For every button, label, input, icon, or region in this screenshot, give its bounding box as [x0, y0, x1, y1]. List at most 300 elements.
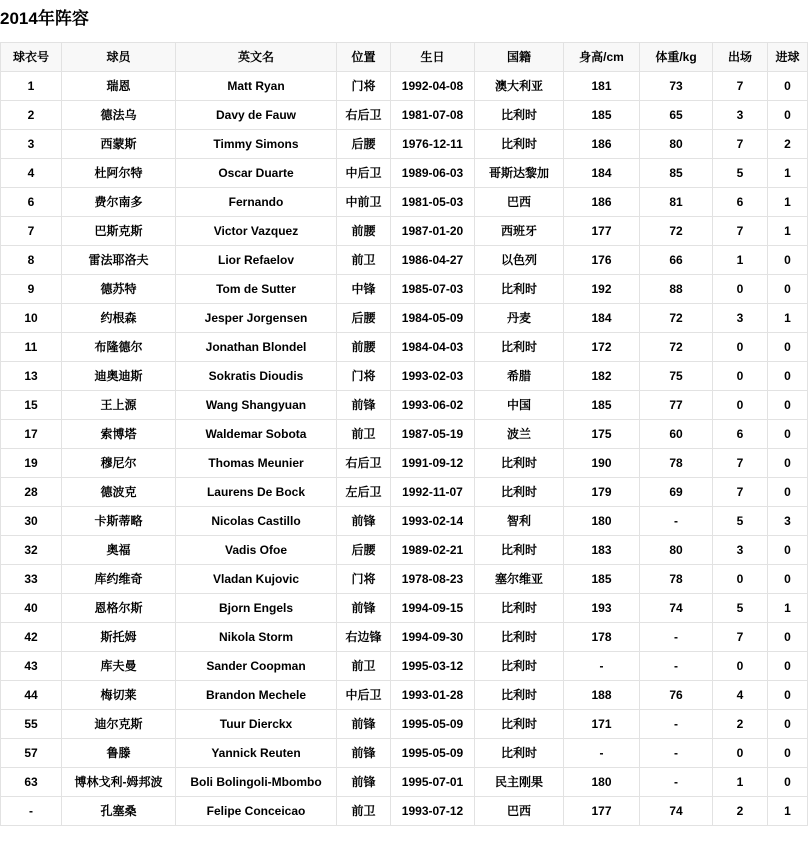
cell-height: -	[564, 738, 640, 767]
player-row	[1, 100, 808, 129]
cell-player-name: 梅切莱	[62, 680, 176, 709]
cell-player-name: 约根森	[62, 303, 176, 332]
cell-goals: 0	[768, 680, 808, 709]
player-row	[1, 448, 808, 477]
player-row	[1, 738, 808, 767]
cell-weight: 66	[640, 245, 713, 274]
cell-player-name: 德苏特	[62, 274, 176, 303]
cell-english-name: Victor Vazquez	[176, 216, 337, 245]
cell-nationality: 巴西	[475, 187, 564, 216]
cell-nationality: 波兰	[475, 419, 564, 448]
cell-weight: 76	[640, 680, 713, 709]
cell-nationality: 巴西	[475, 796, 564, 825]
cell-height: 171	[564, 709, 640, 738]
player-row	[1, 767, 808, 796]
cell-nationality: 民主刚果	[475, 767, 564, 796]
cell-position: 门将	[337, 361, 391, 390]
cell-jersey-number: 57	[1, 738, 62, 767]
cell-jersey-number: 40	[1, 593, 62, 622]
cell-goals: 0	[768, 651, 808, 680]
cell-nationality: 比利时	[475, 593, 564, 622]
cell-birthday: 1989-02-21	[391, 535, 475, 564]
cell-appearances: 6	[713, 187, 768, 216]
cell-player-name: 西蒙斯	[62, 129, 176, 158]
cell-height: 185	[564, 100, 640, 129]
cell-appearances: 0	[713, 274, 768, 303]
cell-birthday: 1994-09-15	[391, 593, 475, 622]
cell-position: 门将	[337, 71, 391, 100]
cell-birthday: 1981-07-08	[391, 100, 475, 129]
cell-birthday: 1987-05-19	[391, 419, 475, 448]
player-row	[1, 361, 808, 390]
cell-position: 前卫	[337, 651, 391, 680]
player-row	[1, 564, 808, 593]
page-title: 2014年阵容	[0, 9, 89, 28]
cell-position: 中前卫	[337, 187, 391, 216]
cell-weight: 81	[640, 187, 713, 216]
squad-table	[0, 42, 808, 826]
cell-nationality: 塞尔维亚	[475, 564, 564, 593]
cell-height: 190	[564, 448, 640, 477]
cell-goals: 0	[768, 71, 808, 100]
cell-player-name: 恩格尔斯	[62, 593, 176, 622]
cell-weight: 85	[640, 158, 713, 187]
cell-jersey-number: 4	[1, 158, 62, 187]
cell-appearances: 7	[713, 71, 768, 100]
cell-goals: 0	[768, 767, 808, 796]
cell-nationality: 丹麦	[475, 303, 564, 332]
cell-english-name: Sander Coopman	[176, 651, 337, 680]
cell-english-name: Tuur Dierckx	[176, 709, 337, 738]
col-header-goals: 进球	[768, 42, 808, 71]
cell-english-name: Wang Shangyuan	[176, 390, 337, 419]
cell-birthday: 1989-06-03	[391, 158, 475, 187]
cell-english-name: Laurens De Bock	[176, 477, 337, 506]
cell-english-name: Boli Bolingoli-Mbombo	[176, 767, 337, 796]
cell-height: 176	[564, 245, 640, 274]
cell-weight: 80	[640, 129, 713, 158]
player-row	[1, 187, 808, 216]
cell-height: 177	[564, 796, 640, 825]
cell-player-name: 雷法耶洛夫	[62, 245, 176, 274]
cell-nationality: 比利时	[475, 738, 564, 767]
col-header-birthday: 生日	[391, 42, 475, 71]
cell-goals: 0	[768, 535, 808, 564]
cell-weight: -	[640, 651, 713, 680]
cell-jersey-number: 55	[1, 709, 62, 738]
cell-height: 181	[564, 71, 640, 100]
cell-player-name: 杜阿尔特	[62, 158, 176, 187]
cell-player-name: 孔塞桑	[62, 796, 176, 825]
cell-position: 前锋	[337, 709, 391, 738]
cell-nationality: 澳大利亚	[475, 71, 564, 100]
cell-position: 右边锋	[337, 622, 391, 651]
cell-birthday: 1993-06-02	[391, 390, 475, 419]
cell-weight: 72	[640, 303, 713, 332]
cell-birthday: 1987-01-20	[391, 216, 475, 245]
cell-jersey-number: 6	[1, 187, 62, 216]
cell-player-name: 布隆德尔	[62, 332, 176, 361]
player-row	[1, 506, 808, 535]
cell-weight: 88	[640, 274, 713, 303]
cell-appearances: 7	[713, 216, 768, 245]
cell-nationality: 比利时	[475, 535, 564, 564]
cell-goals: 1	[768, 187, 808, 216]
cell-appearances: 0	[713, 390, 768, 419]
cell-height: 186	[564, 187, 640, 216]
cell-weight: 78	[640, 564, 713, 593]
cell-player-name: 巴斯克斯	[62, 216, 176, 245]
cell-position: 后腰	[337, 129, 391, 158]
cell-english-name: Matt Ryan	[176, 71, 337, 100]
cell-english-name: Vladan Kujovic	[176, 564, 337, 593]
cell-height: -	[564, 651, 640, 680]
squad-page	[0, 9, 800, 826]
cell-english-name: Vadis Ofoe	[176, 535, 337, 564]
cell-birthday: 1994-09-30	[391, 622, 475, 651]
cell-appearances: 0	[713, 361, 768, 390]
cell-weight: -	[640, 767, 713, 796]
cell-position: 前锋	[337, 506, 391, 535]
cell-goals: 2	[768, 129, 808, 158]
cell-goals: 1	[768, 796, 808, 825]
cell-height: 185	[564, 564, 640, 593]
cell-jersey-number: 33	[1, 564, 62, 593]
cell-jersey-number: 3	[1, 129, 62, 158]
cell-position: 右后卫	[337, 448, 391, 477]
cell-weight: 65	[640, 100, 713, 129]
cell-goals: 0	[768, 332, 808, 361]
cell-birthday: 1993-01-28	[391, 680, 475, 709]
cell-position: 门将	[337, 564, 391, 593]
cell-height: 179	[564, 477, 640, 506]
cell-goals: 1	[768, 593, 808, 622]
cell-height: 175	[564, 419, 640, 448]
cell-player-name: 库夫曼	[62, 651, 176, 680]
cell-jersey-number: 17	[1, 419, 62, 448]
cell-player-name: 库约维奇	[62, 564, 176, 593]
cell-appearances: 7	[713, 477, 768, 506]
cell-position: 前腰	[337, 216, 391, 245]
cell-english-name: Nicolas Castillo	[176, 506, 337, 535]
cell-player-name: 斯托姆	[62, 622, 176, 651]
player-row	[1, 303, 808, 332]
cell-goals: 3	[768, 506, 808, 535]
cell-height: 182	[564, 361, 640, 390]
cell-appearances: 7	[713, 129, 768, 158]
cell-birthday: 1984-05-09	[391, 303, 475, 332]
cell-weight: 74	[640, 796, 713, 825]
player-row	[1, 680, 808, 709]
cell-appearances: 3	[713, 535, 768, 564]
cell-nationality: 比利时	[475, 100, 564, 129]
cell-english-name: Brandon Mechele	[176, 680, 337, 709]
cell-appearances: 7	[713, 448, 768, 477]
cell-english-name: Tom de Sutter	[176, 274, 337, 303]
cell-nationality: 哥斯达黎加	[475, 158, 564, 187]
cell-english-name: Timmy Simons	[176, 129, 337, 158]
cell-english-name: Jonathan Blondel	[176, 332, 337, 361]
cell-player-name: 索博塔	[62, 419, 176, 448]
player-row	[1, 593, 808, 622]
cell-weight: 75	[640, 361, 713, 390]
cell-birthday: 1981-05-03	[391, 187, 475, 216]
cell-weight: 78	[640, 448, 713, 477]
cell-appearances: 5	[713, 593, 768, 622]
player-row	[1, 216, 808, 245]
cell-player-name: 费尔南多	[62, 187, 176, 216]
cell-jersey-number: 32	[1, 535, 62, 564]
cell-player-name: 奥福	[62, 535, 176, 564]
cell-english-name: Bjorn Engels	[176, 593, 337, 622]
cell-jersey-number: 63	[1, 767, 62, 796]
col-header-jersey-number: 球衣号	[1, 42, 62, 71]
cell-appearances: 6	[713, 419, 768, 448]
cell-nationality: 比利时	[475, 129, 564, 158]
cell-height: 180	[564, 767, 640, 796]
cell-nationality: 比利时	[475, 709, 564, 738]
cell-position: 前腰	[337, 332, 391, 361]
cell-position: 前卫	[337, 419, 391, 448]
cell-appearances: 3	[713, 303, 768, 332]
cell-appearances: 0	[713, 651, 768, 680]
cell-goals: 0	[768, 100, 808, 129]
cell-appearances: 7	[713, 622, 768, 651]
player-row	[1, 390, 808, 419]
cell-weight: 60	[640, 419, 713, 448]
cell-player-name: 穆尼尔	[62, 448, 176, 477]
cell-english-name: Sokratis Dioudis	[176, 361, 337, 390]
cell-position: 前锋	[337, 767, 391, 796]
cell-weight: -	[640, 709, 713, 738]
cell-appearances: 4	[713, 680, 768, 709]
cell-english-name: Thomas Meunier	[176, 448, 337, 477]
player-row	[1, 477, 808, 506]
col-header-height: 身高/cm	[564, 42, 640, 71]
cell-appearances: 5	[713, 506, 768, 535]
cell-weight: 69	[640, 477, 713, 506]
cell-player-name: 王上源	[62, 390, 176, 419]
cell-nationality: 比利时	[475, 332, 564, 361]
cell-goals: 0	[768, 419, 808, 448]
cell-birthday: 1986-04-27	[391, 245, 475, 274]
cell-player-name: 德法乌	[62, 100, 176, 129]
cell-jersey-number: 15	[1, 390, 62, 419]
cell-birthday: 1995-05-09	[391, 738, 475, 767]
cell-height: 185	[564, 390, 640, 419]
cell-goals: 0	[768, 245, 808, 274]
cell-jersey-number: 44	[1, 680, 62, 709]
cell-player-name: 卡斯蒂略	[62, 506, 176, 535]
cell-weight: -	[640, 506, 713, 535]
cell-goals: 1	[768, 216, 808, 245]
cell-birthday: 1992-04-08	[391, 71, 475, 100]
cell-position: 中后卫	[337, 680, 391, 709]
cell-position: 后腰	[337, 303, 391, 332]
cell-position: 左后卫	[337, 477, 391, 506]
col-header-weight: 体重/kg	[640, 42, 713, 71]
player-row	[1, 651, 808, 680]
cell-player-name: 瑞恩	[62, 71, 176, 100]
cell-goals: 0	[768, 564, 808, 593]
cell-nationality: 希腊	[475, 361, 564, 390]
cell-nationality: 比利时	[475, 680, 564, 709]
cell-jersey-number: 30	[1, 506, 62, 535]
cell-appearances: 2	[713, 709, 768, 738]
cell-nationality: 比利时	[475, 651, 564, 680]
cell-player-name: 迪奥迪斯	[62, 361, 176, 390]
player-row	[1, 622, 808, 651]
cell-position: 中后卫	[337, 158, 391, 187]
cell-birthday: 1984-04-03	[391, 332, 475, 361]
cell-height: 172	[564, 332, 640, 361]
cell-appearances: 0	[713, 332, 768, 361]
cell-nationality: 比利时	[475, 622, 564, 651]
cell-player-name: 迪尔克斯	[62, 709, 176, 738]
cell-nationality: 比利时	[475, 448, 564, 477]
cell-birthday: 1993-07-12	[391, 796, 475, 825]
cell-birthday: 1992-11-07	[391, 477, 475, 506]
squad-table-head	[1, 42, 808, 71]
cell-english-name: Oscar Duarte	[176, 158, 337, 187]
cell-appearances: 5	[713, 158, 768, 187]
cell-player-name: 鲁滕	[62, 738, 176, 767]
squad-table-body	[1, 71, 808, 825]
cell-goals: 0	[768, 709, 808, 738]
cell-position: 中锋	[337, 274, 391, 303]
player-row	[1, 419, 808, 448]
cell-height: 186	[564, 129, 640, 158]
cell-height: 192	[564, 274, 640, 303]
cell-nationality: 比利时	[475, 274, 564, 303]
cell-jersey-number: 19	[1, 448, 62, 477]
cell-goals: 0	[768, 622, 808, 651]
cell-weight: 72	[640, 332, 713, 361]
cell-height: 178	[564, 622, 640, 651]
col-header-position: 位置	[337, 42, 391, 71]
cell-birthday: 1991-09-12	[391, 448, 475, 477]
header-row	[1, 42, 808, 71]
cell-jersey-number: -	[1, 796, 62, 825]
cell-height: 188	[564, 680, 640, 709]
cell-weight: 72	[640, 216, 713, 245]
cell-height: 184	[564, 158, 640, 187]
cell-jersey-number: 1	[1, 71, 62, 100]
cell-jersey-number: 11	[1, 332, 62, 361]
player-row	[1, 245, 808, 274]
cell-english-name: Fernando	[176, 187, 337, 216]
cell-jersey-number: 9	[1, 274, 62, 303]
cell-height: 180	[564, 506, 640, 535]
cell-appearances: 1	[713, 245, 768, 274]
cell-height: 183	[564, 535, 640, 564]
col-header-nationality: 国籍	[475, 42, 564, 71]
col-header-appearances: 出场	[713, 42, 768, 71]
cell-goals: 1	[768, 158, 808, 187]
cell-appearances: 3	[713, 100, 768, 129]
cell-jersey-number: 8	[1, 245, 62, 274]
player-row	[1, 332, 808, 361]
cell-nationality: 比利时	[475, 477, 564, 506]
cell-english-name: Felipe Conceicao	[176, 796, 337, 825]
cell-weight: -	[640, 738, 713, 767]
cell-weight: 80	[640, 535, 713, 564]
cell-height: 184	[564, 303, 640, 332]
cell-birthday: 1995-03-12	[391, 651, 475, 680]
cell-weight: -	[640, 622, 713, 651]
cell-appearances: 0	[713, 564, 768, 593]
player-row	[1, 709, 808, 738]
cell-birthday: 1995-07-01	[391, 767, 475, 796]
cell-english-name: Lior Refaelov	[176, 245, 337, 274]
cell-player-name: 德波克	[62, 477, 176, 506]
player-row	[1, 274, 808, 303]
col-header-player-name: 球员	[62, 42, 176, 71]
cell-player-name: 博林戈利-姆邦波	[62, 767, 176, 796]
cell-weight: 73	[640, 71, 713, 100]
cell-position: 右后卫	[337, 100, 391, 129]
cell-goals: 0	[768, 477, 808, 506]
cell-jersey-number: 43	[1, 651, 62, 680]
cell-birthday: 1978-08-23	[391, 564, 475, 593]
cell-goals: 0	[768, 448, 808, 477]
cell-position: 前卫	[337, 796, 391, 825]
col-header-english-name: 英文名	[176, 42, 337, 71]
cell-jersey-number: 13	[1, 361, 62, 390]
cell-position: 后腰	[337, 535, 391, 564]
cell-goals: 0	[768, 361, 808, 390]
cell-goals: 0	[768, 738, 808, 767]
cell-goals: 0	[768, 274, 808, 303]
cell-appearances: 2	[713, 796, 768, 825]
cell-weight: 74	[640, 593, 713, 622]
cell-jersey-number: 42	[1, 622, 62, 651]
cell-english-name: Yannick Reuten	[176, 738, 337, 767]
player-row	[1, 129, 808, 158]
cell-jersey-number: 2	[1, 100, 62, 129]
cell-nationality: 西班牙	[475, 216, 564, 245]
cell-position: 前锋	[337, 390, 391, 419]
cell-english-name: Davy de Fauw	[176, 100, 337, 129]
cell-appearances: 0	[713, 738, 768, 767]
cell-jersey-number: 10	[1, 303, 62, 332]
cell-position: 前锋	[337, 738, 391, 767]
cell-jersey-number: 7	[1, 216, 62, 245]
cell-goals: 1	[768, 303, 808, 332]
cell-birthday: 1976-12-11	[391, 129, 475, 158]
cell-appearances: 1	[713, 767, 768, 796]
cell-english-name: Jesper Jorgensen	[176, 303, 337, 332]
cell-position: 前锋	[337, 593, 391, 622]
player-row	[1, 71, 808, 100]
cell-english-name: Nikola Storm	[176, 622, 337, 651]
cell-english-name: Waldemar Sobota	[176, 419, 337, 448]
player-row	[1, 158, 808, 187]
cell-birthday: 1995-05-09	[391, 709, 475, 738]
cell-weight: 77	[640, 390, 713, 419]
cell-height: 193	[564, 593, 640, 622]
cell-birthday: 1993-02-03	[391, 361, 475, 390]
cell-birthday: 1985-07-03	[391, 274, 475, 303]
cell-nationality: 以色列	[475, 245, 564, 274]
player-row	[1, 796, 808, 825]
player-row	[1, 535, 808, 564]
cell-nationality: 中国	[475, 390, 564, 419]
cell-jersey-number: 28	[1, 477, 62, 506]
cell-birthday: 1993-02-14	[391, 506, 475, 535]
cell-position: 前卫	[337, 245, 391, 274]
cell-goals: 0	[768, 390, 808, 419]
